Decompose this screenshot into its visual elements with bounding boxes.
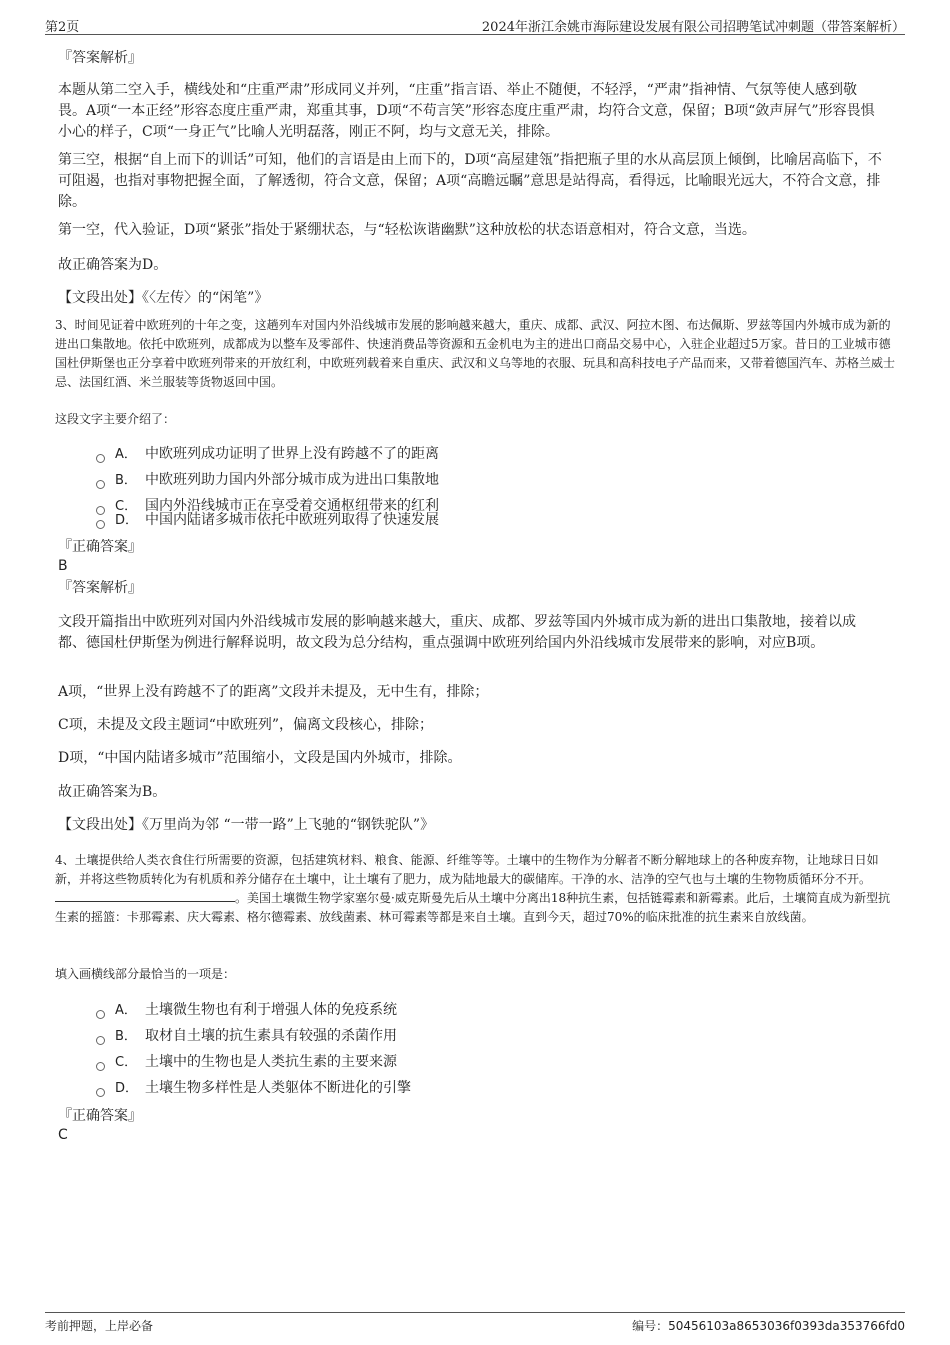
- q4-prompt: 填入画横线部分最恰当的一项是：: [55, 967, 236, 981]
- option-letter: C．: [115, 499, 138, 514]
- q2-analysis-paragraph-1: 本题从第二空入手，横线处和“庄重严肃”形成同义并列，“庄重”指言语、举止不随便，不轻浮，“严肃”指神情、气氛等使人感到敬畏。A项“一本正经”形容态度庄重严肃，郑重其事，D项“不苟言笑”形容态度庄重严肃，均符合文意，保留；B项“敛声屏气”形容畏惧小心的样子，C项“一身正气”比喻人光明磊落，刚正不阿，均与文意无关，排除。: [58, 82, 875, 140]
- page-header: [45, 14, 905, 35]
- q3-analysis-paragraph-3: C项，未提及文段主题词“中欧班列”，偏离文段核心，排除；: [58, 717, 434, 733]
- q2-analysis-title: 『答案解析』: [58, 50, 142, 66]
- q3-stem: 3、时间见证着中欧班列的十年之变，这趟列车对国内外沿线城市发展的影响越来越大，重庆、成都、武汉、阿拉木图、布达佩斯、罗兹等国内外城市成为新的进出口集散地。依托中欧班列，成都成为以整车及零部件、快速消费品等资源和五金机电为主的进出口商品交易中心，入驻企业超过5万家。昔日的工业城市德国杜伊斯堡也正分享着中欧班列带来的开放红利，中欧班列载着来自重庆、武汉和义乌等地的衣服、玩具和高科技电子产品而来，又带着德国汽车、苏格兰威士忌、法国红酒、米兰服装等货物返回中国。: [55, 318, 896, 389]
- footer-code-label: 编号：: [632, 1319, 669, 1333]
- option-text: 中国内陆诸多城市依托中欧班列取得了快速发展: [145, 512, 439, 528]
- q3-answer-title: 『正确答案』: [58, 539, 142, 555]
- option-letter: A．: [115, 447, 137, 462]
- q4-stem-after: 。美国土壤微生物学家塞尔曼·威克斯曼先后从土壤中分离出18种抗生素，包括链霉素和新霉素。此后，土壤简直成为新型抗生素的摇篮：卡那霉素、庆大霉素、格尔德霉素、放线菌素、林可霉素等都是来自土壤。直到今天，超过70%的临床批准的抗生素来自放线菌。: [55, 891, 891, 924]
- radio-icon[interactable]: [96, 1036, 105, 1045]
- q3-option-b[interactable]: [96, 470, 439, 491]
- option-letter: D．: [115, 513, 139, 528]
- option-text: 土壤生物多样性是人类躯体不断进化的引擎: [145, 1080, 411, 1096]
- q4-stem: [55, 851, 895, 927]
- q3-answer: B: [58, 558, 68, 574]
- radio-icon[interactable]: [96, 454, 105, 463]
- option-letter: C．: [115, 1055, 138, 1070]
- q3-prompt: 这段文字主要介绍了：: [55, 412, 176, 426]
- option-text: 中欧班列成功证明了世界上没有跨越不了的距离: [145, 446, 439, 462]
- page-number: 第2页: [45, 20, 80, 35]
- option-text: 取材自土壤的抗生素具有较强的杀菌作用: [145, 1028, 397, 1044]
- q2-source: 【文段出处】《〈左传〉的“闲笔”》: [58, 290, 269, 306]
- footer-code-value: 50456103a8653036f0393da353766fd0: [668, 1319, 905, 1333]
- radio-icon[interactable]: [96, 1010, 105, 1019]
- option-text: 国内外沿线城市正在享受着交通枢纽带来的红利: [145, 498, 439, 514]
- radio-icon[interactable]: [96, 520, 105, 529]
- radio-icon[interactable]: [96, 1062, 105, 1071]
- option-letter: A．: [115, 1003, 137, 1018]
- q4-option-c[interactable]: [96, 1052, 397, 1073]
- q2-analysis-paragraph-2: 第三空，根据“自上而下的训话”可知，他们的言语是由上而下的，D项“高屋建瓴”指把瓶子里的水从高层顶上倾倒，比喻居高临下，不可阻遏，也指对事物把握全面，了解透彻，符合文意，保留；A项“高瞻远瞩”意思是站得高，看得远，比喻眼光远大，不符合文意，排除。: [58, 152, 882, 210]
- q4-stem-before: 4、土壤提供给人类衣食住行所需要的资源，包括建筑材料、粮食、能源、纤维等等。土壤中的生物作为分解者不断分解地球上的各种废弃物，让地球日日如新，并将这些物质转化为有机质和养分储存在土壤中，让土壤有了肥力，成为陆地最大的碳储库。干净的水、洁净的空气也与土壤的生物物质循环分不开。: [55, 853, 879, 886]
- option-text: 土壤微生物也有利于增强人体的免疫系统: [145, 1002, 397, 1018]
- q4-answer: C: [58, 1127, 68, 1143]
- q3-analysis-paragraph-4: D项，“中国内陆诸多城市”范围缩小，文段是国内外城市，排除。: [58, 750, 462, 766]
- q4-answer-title: 『正确答案』: [58, 1108, 142, 1124]
- q3-option-d[interactable]: [96, 510, 439, 531]
- q4-option-b[interactable]: [96, 1026, 397, 1047]
- q3-conclusion: 故正确答案为B。: [58, 784, 167, 800]
- radio-icon[interactable]: [96, 480, 105, 489]
- option-letter: B．: [115, 473, 137, 488]
- q3-analysis-paragraph-2: A项，“世界上没有跨越不了的距离”文段并未提及，无中生有，排除；: [58, 684, 489, 700]
- fill-in-blank: [55, 889, 235, 902]
- option-text: 土壤中的生物也是人类抗生素的主要来源: [145, 1054, 397, 1070]
- footer-code: [632, 1317, 905, 1334]
- option-letter: B．: [115, 1029, 137, 1044]
- q3-source: 【文段出处】《万里尚为邻 “一带一路”上飞驰的“钢铁驼队”》: [58, 817, 435, 833]
- page-footer: [45, 1312, 905, 1335]
- q4-option-a[interactable]: [96, 1000, 397, 1021]
- option-letter: D．: [115, 1081, 139, 1096]
- option-text: 中欧班列助力国内外部分城市成为进出口集散地: [145, 472, 439, 488]
- q3-option-a[interactable]: [96, 444, 439, 465]
- q2-analysis-paragraph-3: 第一空，代入验证，D项“紧张”指处于紧绷状态，与“轻松诙谐幽默”这种放松的状态语意相对，符合文意，当选。: [58, 222, 756, 238]
- q4-option-d[interactable]: [96, 1078, 411, 1099]
- q2-conclusion: 故正确答案为D。: [58, 257, 168, 273]
- q3-analysis-title: 『答案解析』: [58, 580, 142, 596]
- document-title: 2024年浙江余姚市海际建设发展有限公司招聘笔试冲刺题（带答案解析）: [481, 20, 905, 35]
- q3-analysis-paragraph-1: 文段开篇指出中欧班列对国内外沿线城市发展的影响越来越大，重庆、成都、罗兹等国内外城市成为新的进出口集散地，接着以成都、德国杜伊斯堡为例进行解释说明，故文段为总分结构，重点强调中欧班列给国内外沿线城市发展带来的影响，对应B项。: [58, 614, 856, 651]
- radio-icon[interactable]: [96, 1088, 105, 1097]
- footer-slogan: 考前押题，上岸必备: [45, 1319, 154, 1333]
